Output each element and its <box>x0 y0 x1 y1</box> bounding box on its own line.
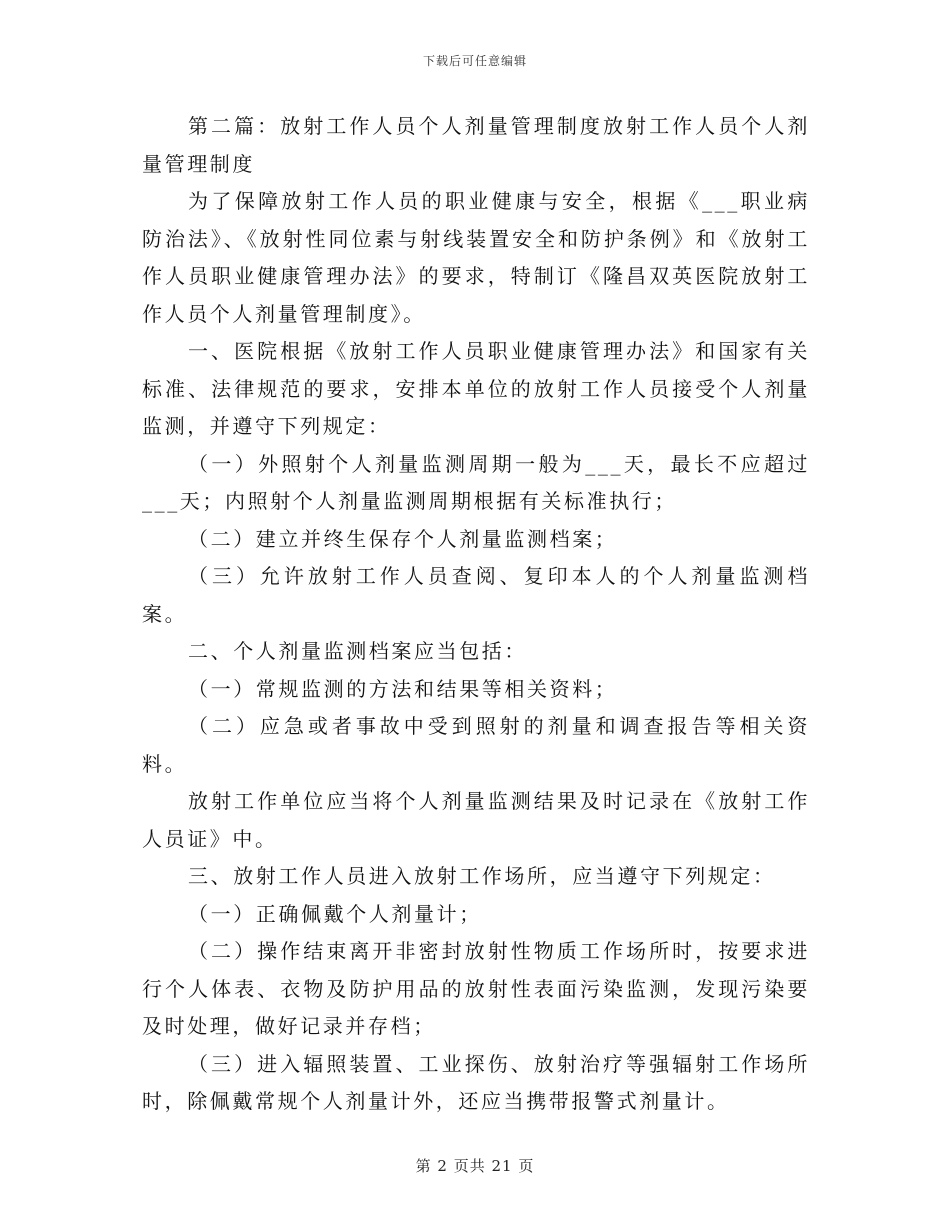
document-body <box>142 108 810 1121</box>
section-1-item-3: （三）允许放射工作人员查阅、复印本人的个人剂量监测档案。 <box>142 564 810 626</box>
section-3-item-2: （二）操作结束离开非密封放射性物质工作场所时，按要求进行个人体表、衣物及防护用品的放射性表面污染监测，发现污染要及时处理，做好记录并存档； <box>142 939 810 1038</box>
section-1-item-1: （一）外照射个人剂量监测周期一般为___天，最长不应超过___天；内照射个人剂量监测周期根据有关标准执行； <box>142 451 810 513</box>
section-2-item-1: （一）常规监测的方法和结果等相关资料； <box>188 676 618 701</box>
section-1-item-2: （二）建立并终生保存个人剂量监测档案； <box>188 526 618 551</box>
section-2-item-2: （二）应急或者事故中受到照射的剂量和调查报告等相关资料。 <box>142 714 810 776</box>
section-3-item-1: （一）正确佩戴个人剂量计； <box>188 901 482 926</box>
article-title: 第二篇：放射工作人员个人剂量管理制度放射工作人员个人剂量管理制度 <box>142 114 810 176</box>
page-header-note: 下载后可任意编辑 <box>422 54 527 68</box>
section-3: 三、放射工作人员进入放射工作场所，应当遵守下列规定： <box>188 864 776 888</box>
paragraph-intro: 为了保障放射工作人员的职业健康与安全，根据《___职业病防治法》、《放射性同位素与射线装置安全和防护条例》和《放射工作人员职业健康管理办法》的要求，特制订《隆昌双英医院放射工作人员个人剂量管理制度》。 <box>142 189 810 326</box>
section-2-note: 放射工作单位应当将个人剂量监测结果及时记录在《放射工作人员证》中。 <box>142 789 810 851</box>
section-3-item-3: （三）进入辐照装置、工业探伤、放射治疗等强辐射工作场所时，除佩戴常规个人剂量计外，还应当携带报警式剂量计。 <box>142 1051 810 1113</box>
section-2: 二、个人剂量监测档案应当包括： <box>188 639 527 663</box>
section-1: 一、医院根据《放射工作人员职业健康管理办法》和国家有关标准、法律规范的要求，安排本单位的放射工作人员接受个人剂量监测，并遵守下列规定： <box>142 339 810 438</box>
page-number: 第 2 页共 21 页 <box>415 1157 535 1175</box>
